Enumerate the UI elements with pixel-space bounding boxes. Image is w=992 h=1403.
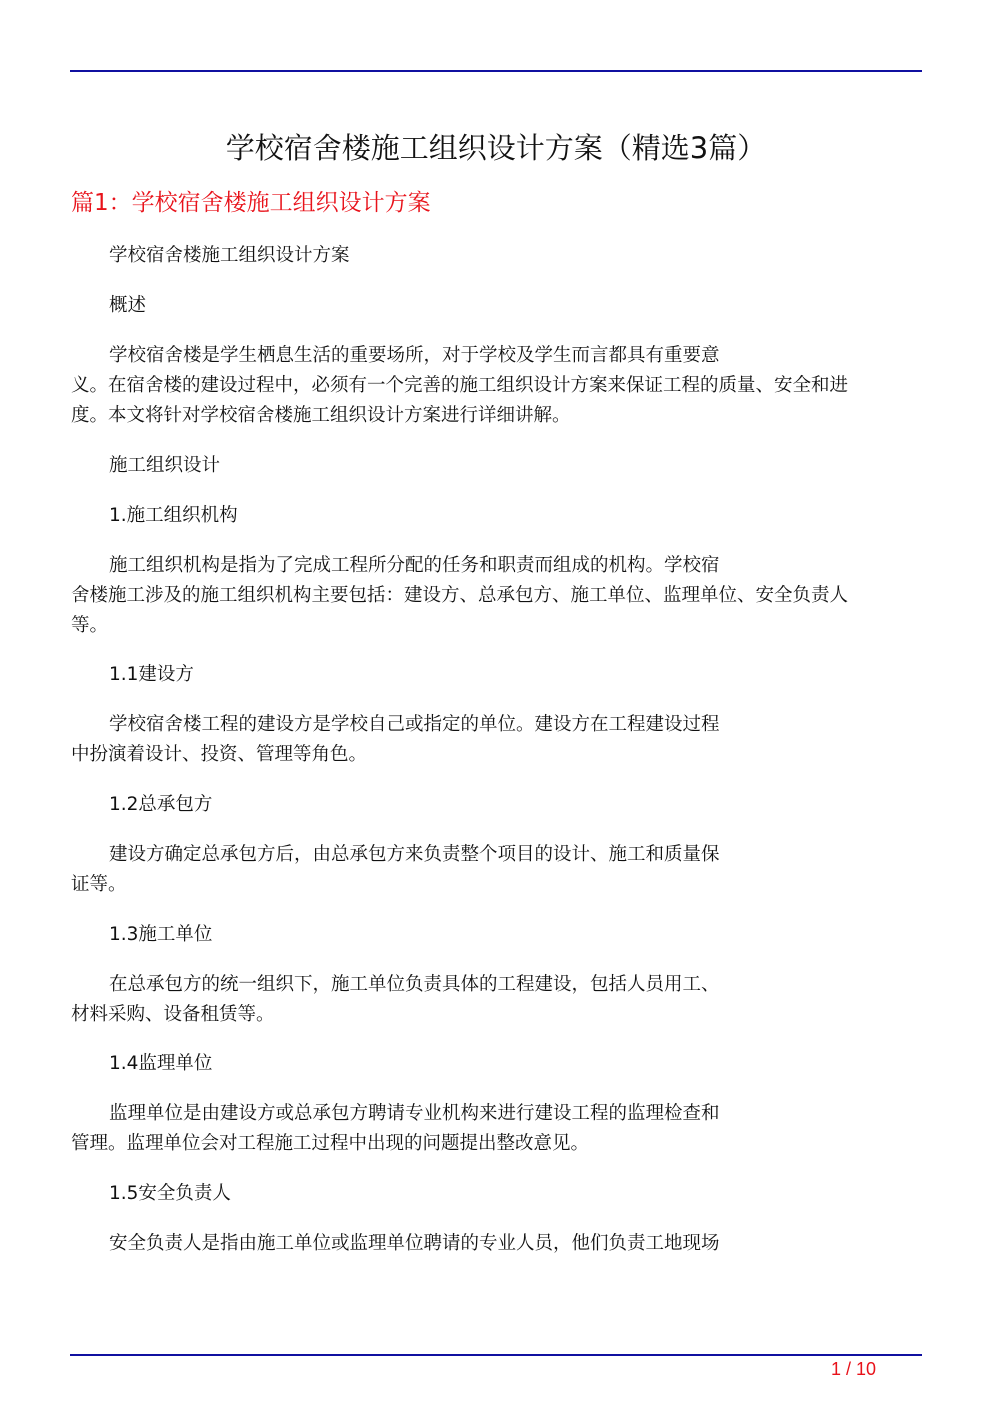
- paragraph-builder-heading: [71, 920, 917, 950]
- paragraph-line: 学校宿舍楼施工组织设计方案: [109, 245, 350, 266]
- paragraph-safety-heading: [71, 1179, 917, 1209]
- section-heading: 篇1：学校宿舍楼施工组织设计方案: [71, 190, 431, 216]
- paragraph-line: 1.1建设方: [109, 664, 194, 685]
- paragraph-line: 学校宿舍楼是学生栖息生活的重要场所，对于学校及学生而言都具有重要意: [109, 345, 720, 366]
- paragraph-owner: [71, 710, 917, 770]
- paragraph-overview: [71, 341, 917, 431]
- paragraph-line: 1.4监理单位: [109, 1053, 213, 1074]
- paragraph-line: 中扮演着设计、投资、管理等角色。: [71, 744, 368, 765]
- paragraph-subtitle: [71, 241, 917, 271]
- paragraph-line: 1.3施工单位: [109, 924, 213, 945]
- paragraph-line: 建设方确定总承包方后，由总承包方来负责整个项目的设计、施工和质量保: [109, 844, 720, 865]
- paragraph-line: 1.5安全负责人: [109, 1183, 231, 1204]
- paragraph-line: 1.施工组织机构: [109, 505, 238, 526]
- paragraph-design-heading: [71, 451, 917, 481]
- paragraph-supervisor: [71, 1099, 917, 1159]
- paragraph-line: 施工组织设计: [109, 455, 221, 476]
- paragraph-line: 度。本文将针对学校宿舍楼施工组织设计方案进行详细讲解。: [71, 405, 571, 426]
- paragraph-line: 证等。: [71, 874, 127, 895]
- paragraph-org: [71, 551, 917, 641]
- paragraph-line: 施工组织机构是指为了完成工程所分配的任务和职责而组成的机构。学校宿: [109, 555, 720, 576]
- paragraph-supervisor-heading: [71, 1049, 917, 1079]
- paragraph-contractor-heading: [71, 790, 917, 820]
- paragraph-line: 义。在宿舍楼的建设过程中，必须有一个完善的施工组织设计方案来保证工程的质量、安全和进: [71, 375, 849, 396]
- paragraph-contractor: [71, 840, 917, 900]
- paragraph-line: 监理单位是由建设方或总承包方聘请专业机构来进行建设工程的监理检查和: [109, 1103, 720, 1124]
- header-rule: [70, 70, 922, 72]
- paragraph-line: 舍楼施工涉及的施工组织机构主要包括：建设方、总承包方、施工单位、监理单位、安全负责人: [71, 585, 849, 606]
- paragraph-safety: [71, 1229, 917, 1259]
- paragraph-line: 材料采购、设备租赁等。: [71, 1004, 275, 1025]
- paragraph-owner-heading: [71, 660, 917, 690]
- paragraph-line: 在总承包方的统一组织下，施工单位负责具体的工程建设，包括人员用工、: [109, 974, 720, 995]
- document-title: 学校宿舍楼施工组织设计方案（精选3篇）: [225, 131, 767, 165]
- paragraph-builder: [71, 970, 917, 1030]
- paragraph-line: 安全负责人是指由施工单位或监理单位聘请的专业人员，他们负责工地现场: [109, 1233, 720, 1254]
- paragraph-overview-heading: [71, 291, 917, 321]
- paragraph-org-heading: [71, 501, 917, 531]
- paragraph-line: 学校宿舍楼工程的建设方是学校自己或指定的单位。建设方在工程建设过程: [109, 714, 720, 735]
- paragraph-line: 1.2总承包方: [109, 794, 213, 815]
- footer-rule: [70, 1354, 922, 1356]
- paragraph-line: 概述: [109, 295, 147, 316]
- paragraph-line: 管理。监理单位会对工程施工过程中出现的问题提出整改意见。: [71, 1133, 590, 1154]
- page-number: 1 / 10: [830, 1359, 876, 1379]
- paragraph-line: 等。: [71, 615, 109, 636]
